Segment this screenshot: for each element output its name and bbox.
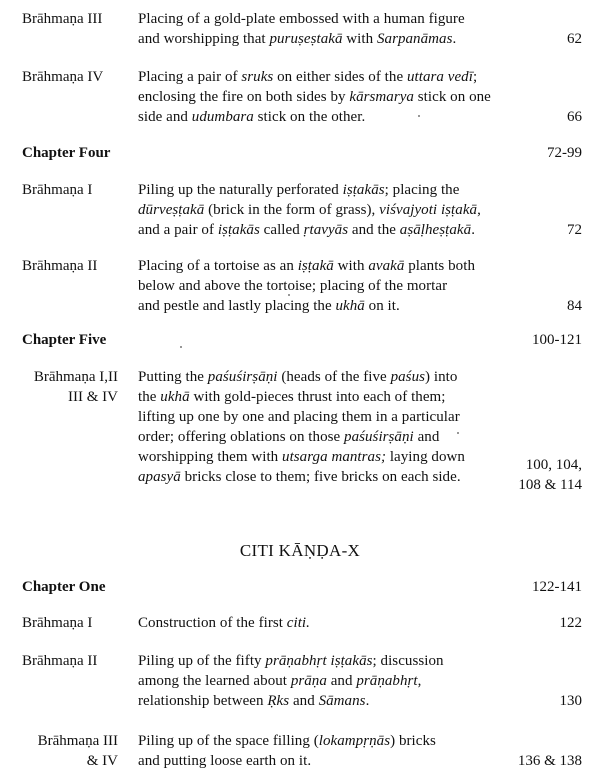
entry-description-line: apasyā bricks close to them; five bricks on each side. — [138, 469, 461, 485]
chapter-title: Chapter One — [22, 579, 106, 595]
brahmana-label: Brāhmaṇa IV — [22, 69, 104, 85]
brahmana-label: Brāhmaṇa III — [22, 11, 103, 27]
entry-description-line: Placing of a tortoise as an iṣṭakā with avakā plants both — [138, 258, 475, 274]
page-number: 100, 104, — [525, 457, 582, 473]
entry-description-line: and a pair of iṣṭakās called ṛtavyās and the aṣāḷheṣṭakā. — [138, 222, 475, 238]
brahmana-label: Brāhmaṇa II — [22, 653, 98, 669]
entry-description-line: among the learned about prāṇa and prāṇabhṛt, — [138, 673, 422, 689]
page-number: 130 — [559, 693, 582, 709]
scan-speck — [180, 346, 182, 348]
brahmana-label: Brāhmaṇa I,II — [33, 369, 118, 385]
page-number: 62 — [567, 31, 582, 47]
entry-description-line: relationship between Ṛks and Sāmans. — [138, 693, 370, 709]
entry-description-line: and putting loose earth on it. — [138, 753, 312, 769]
entry-description-line: below and above the tortoise; placing of the mortar — [138, 278, 448, 294]
section-heading: CITI KĀṆḌA-X — [239, 541, 361, 560]
entry-description-line: dūrveṣṭakā (brick in the form of grass), viśvajyoti iṣṭakā, — [138, 202, 481, 218]
page-number: 122 — [559, 615, 582, 631]
entry-description-line: Piling up of the fifty prāṇabhṛt iṣṭakās; discussion — [138, 653, 444, 669]
entry-description-line: order; offering oblations on those paśuśirṣāṇi and — [138, 429, 440, 445]
brahmana-label: Brāhmaṇa II — [22, 258, 98, 274]
page-number: 108 & 114 — [518, 477, 582, 493]
entry-description-line: Piling up the naturally perforated iṣṭakās; placing the — [138, 182, 460, 198]
scan-speck — [418, 115, 420, 117]
entry-description-line: Putting the paśuśirṣāṇi (heads of the five paśus) into — [138, 369, 458, 385]
page-number: 72 — [567, 222, 582, 238]
chapter-page-range: 122-141 — [532, 579, 582, 595]
chapter-title: Chapter Five — [22, 332, 107, 348]
page-number: 84 — [567, 298, 582, 314]
entry-description-line: worshipping them with utsarga mantras; laying down — [138, 449, 465, 465]
entry-description-line: Placing a pair of sruks on either sides of the uttara vedī; — [138, 69, 478, 85]
entry-description-line: and worshipping that puruṣeṣtakā with Sarpanāmas. — [138, 31, 457, 47]
entry-description-line: Piling up of the space filling (lokampṛṇās) bricks — [138, 733, 436, 749]
page-number: 136 & 138 — [517, 753, 582, 769]
entry-description-line: enclosing the fire on both sides by kārsmarya stick on one — [138, 89, 491, 105]
entry-description-line: the ukhā with gold-pieces thrust into each of them; — [138, 389, 446, 405]
entry-description-line: Placing of a gold-plate embossed with a human figure — [138, 11, 465, 27]
brahmana-label: & IV — [86, 753, 118, 769]
page-number: 66 — [567, 109, 582, 125]
entry-description-line: and pestle and lastly placing the ukhā on it. — [138, 298, 400, 314]
scan-speck — [457, 432, 459, 434]
chapter-page-range: 100-121 — [532, 332, 582, 348]
entry-description-line: side and udumbara stick on the other. — [138, 109, 366, 125]
brahmana-label: III & IV — [68, 389, 118, 405]
brahmana-label: Brāhmaṇa III — [37, 733, 118, 749]
chapter-page-range: 72-99 — [547, 145, 582, 161]
entry-description-line: lifting up one by one and placing them in a particular — [138, 409, 460, 425]
brahmana-label: Brāhmaṇa I — [22, 615, 93, 631]
entry-description-line: Construction of the first citi. — [138, 615, 310, 631]
brahmana-label: Brāhmaṇa I — [22, 182, 93, 198]
chapter-title: Chapter Four — [22, 145, 111, 161]
